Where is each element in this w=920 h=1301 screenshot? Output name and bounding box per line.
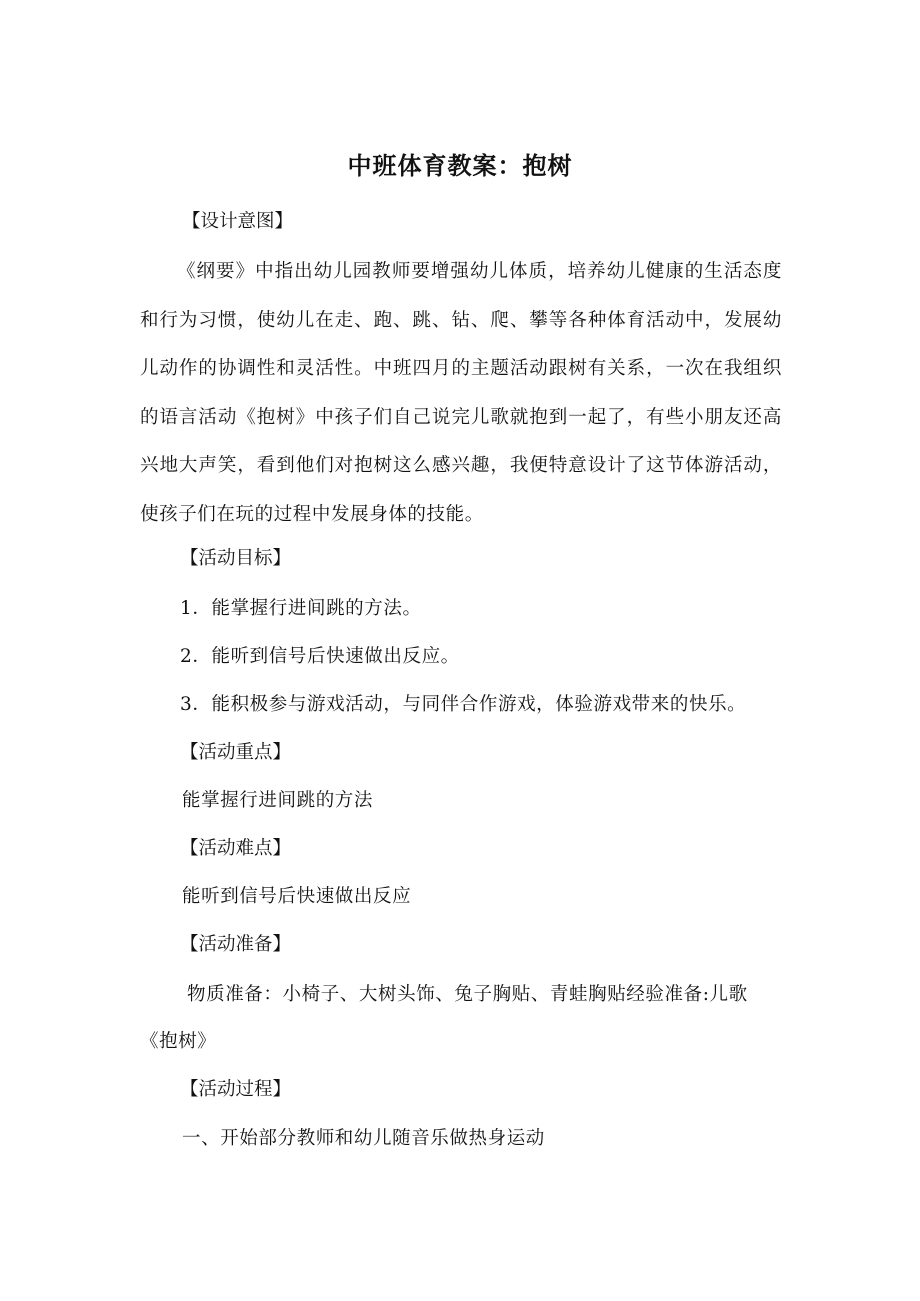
- design-paragraph: 《纲要》中指出幼儿园教师要增强幼儿体质，培养幼儿健康的生活态度和行为习惯，使幼儿在走、跑、跳、钻、爬、攀等各种体育活动中，发展幼儿动作的协调性和灵活性。中班四月的主题活动跟树有关系，一次在我组织的语言活动《抱树》中孩子们自己说完儿歌就抱到一起了，有些小朋友还高兴地大声笑，看到他们对抱树这么感兴趣，我便特意设计了这节体游活动，使孩子们在玩的过程中发展身体的技能。: [140, 261, 782, 525]
- goal-item-3: 3．能积极参与游戏活动，与同伴合作游戏，体验游戏带来的快乐。: [180, 694, 747, 715]
- goal-item-1: 1．能掌握行进间跳的方法。: [180, 598, 422, 619]
- key-heading: 【活动重点】: [180, 742, 292, 763]
- process-step-1: 一、开始部分教师和幼儿随音乐做热身运动: [182, 1128, 545, 1149]
- design-heading: 【设计意图】: [182, 211, 294, 232]
- difficulty-heading: 【活动难点】: [180, 838, 292, 859]
- difficulty-text: 能听到信号后快速做出反应: [182, 886, 412, 907]
- prep-line-2: 《抱树》: [140, 1031, 217, 1052]
- goal-item-2: 2．能听到信号后快速做出反应。: [180, 646, 460, 667]
- document-title: 中班体育教案：抱树: [347, 152, 573, 180]
- goals-heading: 【活动目标】: [180, 548, 292, 569]
- key-text: 能掌握行进间跳的方法: [182, 790, 374, 811]
- prep-line-1: 物质准备：小椅子、大树头饰、兔子胸贴、青蛙胸贴经验准备:儿歌: [187, 984, 748, 1005]
- prep-heading: 【活动准备】: [180, 934, 292, 955]
- process-heading: 【活动过程】: [180, 1079, 292, 1100]
